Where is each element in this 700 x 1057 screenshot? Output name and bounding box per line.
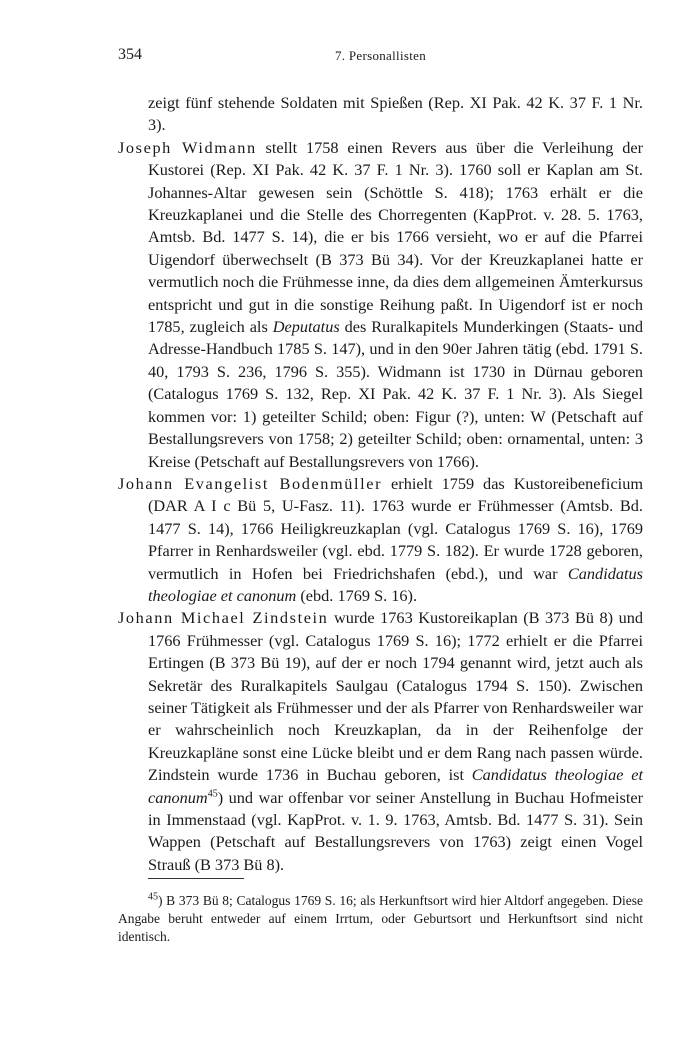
footnote-marker: 45 (148, 891, 158, 903)
entry-text: (ebd. 1769 S. 16). (296, 585, 418, 605)
entry-bodenmueller (118, 473, 643, 607)
entry-name: Joseph Widmann (118, 137, 257, 157)
body-text (118, 92, 643, 876)
entry-text: des Ruralkapitels Munderkingen (Staats- und Adresse-Handbuch 1785 S. 147), und in den 90er Jahren tätig (ebd. 1791 S. 40, 1793 S. 236, 1796 S. 355). Widmann ist 1730 in Dürnau geboren (Catalogus 1769 S. 132, Rep. XI Pak. 42 K. 37 F. 1 Nr. 3). Als Siegel kommen vor: 1) geteilter Schild; oben: Figur (?), unten: W (Petschaft auf Bestallungsrevers von 1758; 2) geteilter Schild; oben: ornamental, unten: 3 Kreise (Petschaft auf Bestallungsrevers von 1766). (148, 317, 644, 471)
continuation-paragraph: zeigt fünf stehende Soldaten mit Spießen (Rep. XI Pak. 42 K. 37 F. 1 Nr. 3). (148, 93, 643, 135)
footnote (118, 892, 643, 946)
footnote-paragraph (118, 892, 643, 946)
running-head: 7. Personallisten (334, 48, 427, 63)
entry-name: Johann Evangelist Bodenmüller (118, 473, 383, 493)
footnote-text: ) B 373 Bü 8; Catalogus 1769 S. 16; als Herkunftsort wird hier Altdorf angegeben. Diese Angabe beruht entweder auf einem Irrtum, oder Geburtsort und Herkunftsort sind nicht identisch. (118, 893, 643, 944)
entry-italic: Candidatus theologiae et canonum (148, 563, 643, 605)
page-number: 354 (118, 46, 142, 63)
entry-zindstein (118, 607, 643, 876)
entry-text: erhielt 1759 das Kustoreibeneficium (DAR A I c Bü 5, U-Fasz. 11). 1763 wurde er Frühmesser (Amtsb. Bd. 1477 S. 14), 1766 Heiligkreuzkaplan (vgl. Catalogus 1769 S. 16), 1769 Pfarrer in Renhardsweiler (vgl. ebd. 1779 S. 182). Er wurde 1728 geboren, vermutlich in Hofen bei Friedrichshafen (ebd.), und war (148, 473, 643, 583)
entry-italic: Deputatus (272, 317, 340, 337)
entry-name: Johann Michael Zindstein (118, 608, 329, 628)
footnote-rule (148, 878, 244, 879)
page-header (118, 46, 643, 70)
footnote-reference: 45 (207, 788, 218, 800)
entry-text: stellt 1758 einen Revers aus über die Verleihung der Kustorei (Rep. XI Pak. 42 K. 37 F. 1 Nr. 3). 1760 soll er Kaplan am St. Johannes-Altar gewesen sein (Schöttle S. 418); 1763 erhält er die Kreuzkaplanei und die Stelle des Chorregenten (KapProt. v. 28. 5. 1763, Amtsb. Bd. 1477 S. 14), die er bis 1766 versieht, wo er auf die Pfarrei Uigendorf überwechselt (B 373 Bü 34). Vor der Kreuzkaplanei hatte er vermutlich noch die Frühmesse inne, da dies dem allgemeinen Ämterkursus entspricht und gut in die sonstige Reihung paßt. In Uigendorf ist er noch 1785, zugleich als (148, 137, 643, 337)
entry-text: wurde 1763 Kustoreikaplan (B 373 Bü 8) und 1766 Frühmesser (vgl. Catalogus 1769 S. 16); 1772 erhielt er die Pfarrei Ertingen (B 373 Bü 19), auf der er noch 1794 genannt wird, jetzt auch als Sekretär des Ruralkapitels Saulgau (Catalogus 1794 S. 150). Zwischen seiner Tätigkeit als Frühmesser und der als Pfarrer von Renhardsweiler war er wahrscheinlich noch Kreuzkaplan, da in der Reihenfolge der Kreuzkapläne sonst eine Lücke bleibt und er dem Rang nach passen würde. Zindstein wurde 1736 in Buchau geboren, ist (148, 608, 644, 785)
entry-italic: Candidatus theologiae et canonum (148, 765, 644, 807)
entry-widmann (118, 137, 643, 473)
entry-text: ) und war offenbar vor seiner Anstellung in Buchau Hofmeister in Immenstaad (vgl. KapProt. v. 1. 9. 1763, Amtsb. Bd. 1477 S. 31). Sein Wappen (Petschaft auf Bestallungsrevers von 1763) zeigt einen Vogel Strauß (B 373 Bü 8). (148, 787, 643, 874)
